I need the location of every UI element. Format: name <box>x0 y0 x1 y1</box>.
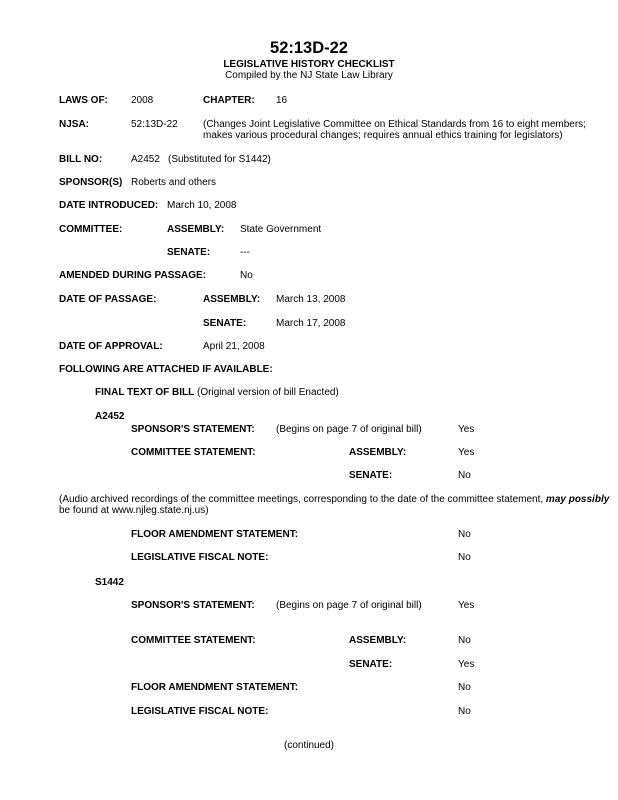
s1442-fiscal-note-label: LEGISLATIVE FISCAL NOTE: <box>131 706 269 717</box>
committee-senate-label: SENATE: <box>167 247 211 258</box>
a2452-fiscal-note-label: LEGISLATIVE FISCAL NOTE: <box>131 552 269 563</box>
passage-senate-value: March 17, 2008 <box>276 318 346 329</box>
s1442-committee-senate-label: SENATE: <box>349 659 393 670</box>
s1442-committee-statement-label: COMMITTEE STATEMENT: <box>131 635 256 646</box>
date-introduced-value: March 10, 2008 <box>167 200 237 211</box>
bill-no-label: BILL NO: <box>59 154 103 165</box>
s1442-committee-senate-value: Yes <box>458 659 475 670</box>
s1442-floor-amendment-value: No <box>458 682 471 693</box>
njsa-description-line2: makes various procedural changes; requires annual ethics training for legislators) <box>203 130 563 141</box>
a2452-sponsor-statement-value: Yes <box>458 424 475 435</box>
chapter-label: CHAPTER: <box>203 95 255 106</box>
date-of-passage-label: DATE OF PASSAGE: <box>59 294 157 305</box>
a2452-committee-assembly-value: Yes <box>458 447 475 458</box>
a2452-floor-amendment-label: FLOOR AMENDMENT STATEMENT: <box>131 529 299 540</box>
passage-assembly-value: March 13, 2008 <box>276 294 346 305</box>
compiler-line: Compiled by the NJ State Law Library <box>225 70 393 81</box>
committee-assembly-label: ASSEMBLY: <box>167 224 225 235</box>
page-subtitle: LEGISLATIVE HISTORY CHECKLIST <box>223 59 395 70</box>
a2452-heading: A2452 <box>95 411 125 422</box>
final-text-note: (Original version of bill Enacted) <box>197 387 339 398</box>
committee-label: COMMITTEE: <box>59 224 123 235</box>
passage-senate-label: SENATE: <box>203 318 247 329</box>
s1442-committee-assembly-value: No <box>458 635 471 646</box>
a2452-committee-senate-label: SENATE: <box>349 470 393 481</box>
laws-of-label: LAWS OF: <box>59 95 108 106</box>
a2452-sponsor-statement-note: (Begins on page 7 of original bill) <box>276 424 422 435</box>
audio-note-text: (Audio archived recordings of the committee meetings, corresponding to the date of the committee statement, <box>59 494 546 505</box>
committee-senate-value: --- <box>240 247 250 258</box>
continued-footer: (continued) <box>283 740 335 751</box>
s1442-floor-amendment-label: FLOOR AMENDMENT STATEMENT: <box>131 682 299 693</box>
a2452-floor-amendment-value: No <box>458 529 471 540</box>
bill-no-note: (Substituted for S1442) <box>168 154 271 165</box>
amended-label: AMENDED DURING PASSAGE: <box>59 270 207 281</box>
a2452-sponsor-statement-label: SPONSOR'S STATEMENT: <box>131 424 255 435</box>
sponsors-value: Roberts and others <box>131 177 217 188</box>
chapter-value: 16 <box>276 95 288 106</box>
bill-no-value: A2452 <box>131 154 160 165</box>
s1442-sponsor-statement-label: SPONSOR'S STATEMENT: <box>131 600 255 611</box>
laws-of-value: 2008 <box>131 95 154 106</box>
page-title: 52:13D-22 <box>270 39 348 57</box>
s1442-heading: S1442 <box>95 577 124 588</box>
date-of-approval-label: DATE OF APPROVAL: <box>59 341 163 352</box>
njsa-description-line1: (Changes Joint Legislative Committee on Ethical Standards from 16 to eight members; <box>203 119 586 130</box>
date-introduced-label: DATE INTRODUCED: <box>59 200 159 211</box>
a2452-committee-senate-value: No <box>458 470 471 481</box>
s1442-sponsor-statement-note: (Begins on page 7 of original bill) <box>276 600 422 611</box>
a2452-fiscal-note-value: No <box>458 552 471 563</box>
audio-note-emphasis: may possibly <box>545 494 610 505</box>
final-text-label: FINAL TEXT OF BILL <box>95 387 195 398</box>
sponsors-label: SPONSOR(S) <box>59 177 123 188</box>
attached-heading: FOLLOWING ARE ATTACHED IF AVAILABLE: <box>59 364 273 375</box>
date-of-approval-value: April 21, 2008 <box>203 341 265 352</box>
s1442-committee-assembly-label: ASSEMBLY: <box>349 635 407 646</box>
amended-value: No <box>240 270 253 281</box>
a2452-committee-statement-label: COMMITTEE STATEMENT: <box>131 447 256 458</box>
audio-note-line2: be found at www.njleg.state.nj.us) <box>59 505 209 516</box>
committee-assembly-value: State Government <box>240 224 322 235</box>
njsa-value: 52:13D-22 <box>131 119 178 130</box>
njsa-label: NJSA: <box>59 119 90 130</box>
final-text-line <box>95 387 339 399</box>
passage-assembly-label: ASSEMBLY: <box>203 294 261 305</box>
a2452-committee-assembly-label: ASSEMBLY: <box>349 447 407 458</box>
s1442-fiscal-note-value: No <box>458 706 471 717</box>
s1442-sponsor-statement-value: Yes <box>458 600 475 611</box>
